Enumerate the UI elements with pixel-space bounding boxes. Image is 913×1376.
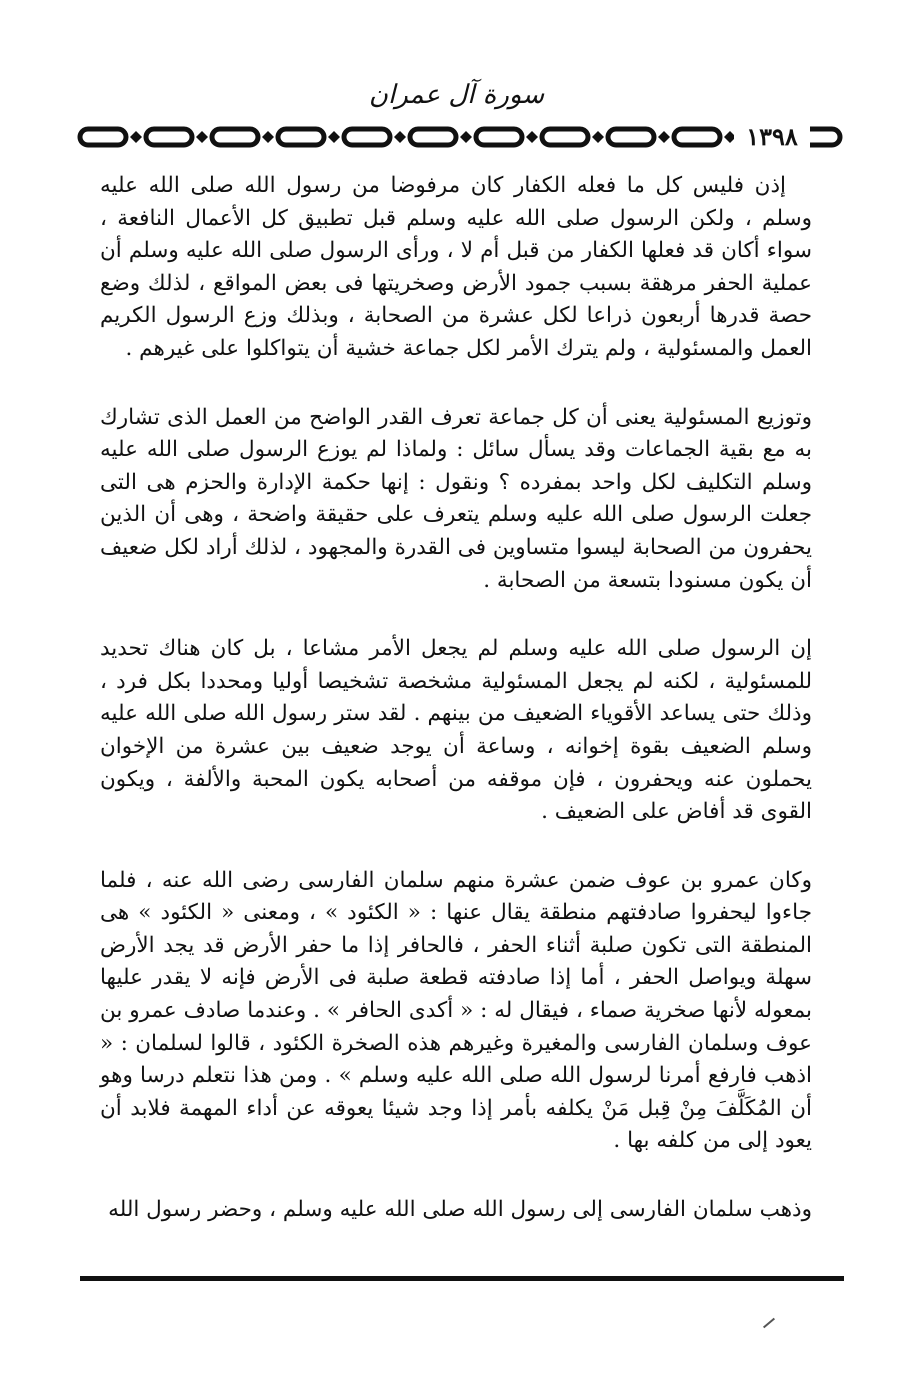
page-body [100,170,812,1227]
footer-rule [80,1276,844,1281]
ornamental-header-rule [76,124,844,150]
paragraph: وتوزيع المسئولية يعنى أن كل جماعة تعرف القدر الواضح من العمل الذى تشارك به مع بقية الجماعات وقد يسأل سائل : ولماذا لم يوزع الرسول صلى الله عليه وسلم التكليف لكل واحد بمفرده ؟ ونقول : إنها حكمة الإدارة والحزم هى التى جعلت الرسول صلى الله عليه وسلم يتعرف على حقيقة واضحة ، وهى أن الذين يحفرون من الصحابة ليسوا متساوين فى القدرة والمجهود ، لذلك أراد لكل ضعيف أن يكون مسنودا بتسعة من الصحابة . [100,404,812,593]
stray-pen-mark [763,1318,775,1329]
paragraph: وذهب سلمان الفارسى إلى رسول الله صلى الله عليه وسلم ، وحضر رسول الله [108,1197,812,1223]
paragraph: إن الرسول صلى الله عليه وسلم لم يجعل الأمر مشاعا ، بل كان هناك تحديد للمسئولية ، لكنه لم يجعل المسئولية مشخصة تشخيصا أوليا ومحددا بكل فرد ، وذلك حتى يساعد الأقوياء الضعيف من بينهم . لقد ستر رسول الله صلى الله عليه وسلم الضعيف بقوة إخوانه ، وساعة أن يوجد ضعيف بين عشرة من الإخوان يحملون عنه ويحفرون ، فإن موقفه من أصحابه يكون المحبة والألفة ، ويكون القوى قد أفاض على الضعيف . [100,636,812,825]
paragraph: إذن فليس كل ما فعله الكفار كان مرفوضا من رسول الله صلى الله عليه وسلم ، ولكن الرسول صلى الله عليه وسلم قبل تطبيق كل الأعمال النافعة ، سواء أكان قد فعلها الكفار من قبل أم لا ، ورأى الرسول صلى الله عليه وسلم أن عملية الحفر مرهقة بسبب جمود الأرض وصخريتها فى بعض المواقع ، لذلك وضع حصة قدرها أربعون ذراعا لكل عشرة من الصحابة ، وبذلك وزع الرسول الكريم العمل والمسئولية ، ولم يترك الأمر لكل جماعة خشية أن يتواكلوا على غيرهم . [100,173,812,361]
surah-title: سورة آل عمران [368,80,545,110]
paragraph: وكان عمرو بن عوف ضمن عشرة منهم سلمان الفارسى رضى الله عنه ، فلما جاءوا ليحفروا صادفتهم منطقة يقال عنها : « الكئود » ، ومعنى « الكئود » هى المنطقة التى تكون صلبة أثناء الحفر ، فالحافر إذا ما حفر الأرض قد يجد الأرض سهلة ويواصل الحفر ، أما إذا صادفته قطعة صلبة فى الأرض فإنه لا يقدر عليها بمعوله لأنها صخرية صماء ، فيقال له : « أكدى الحافر » . وعندما صادف عمرو بن عوف وسلمان الفارسى والمغيرة وغيرهم هذه الصخرة الكئود ، قالوا لسلمان : « اذهب فارفع أمرنا لرسول الله صلى الله عليه وسلم » . ومن هذا نتعلم درسا وهو أن المُكَلَّفَ مِنْ قِبل مَنْ يكلفه بأمر إذا وجد شيئا يعوقه عن أداء المهمة فلابد أن يعود إلى من كلفه بها . [100,867,812,1154]
page-number: ١٣٩٨ [734,122,810,152]
